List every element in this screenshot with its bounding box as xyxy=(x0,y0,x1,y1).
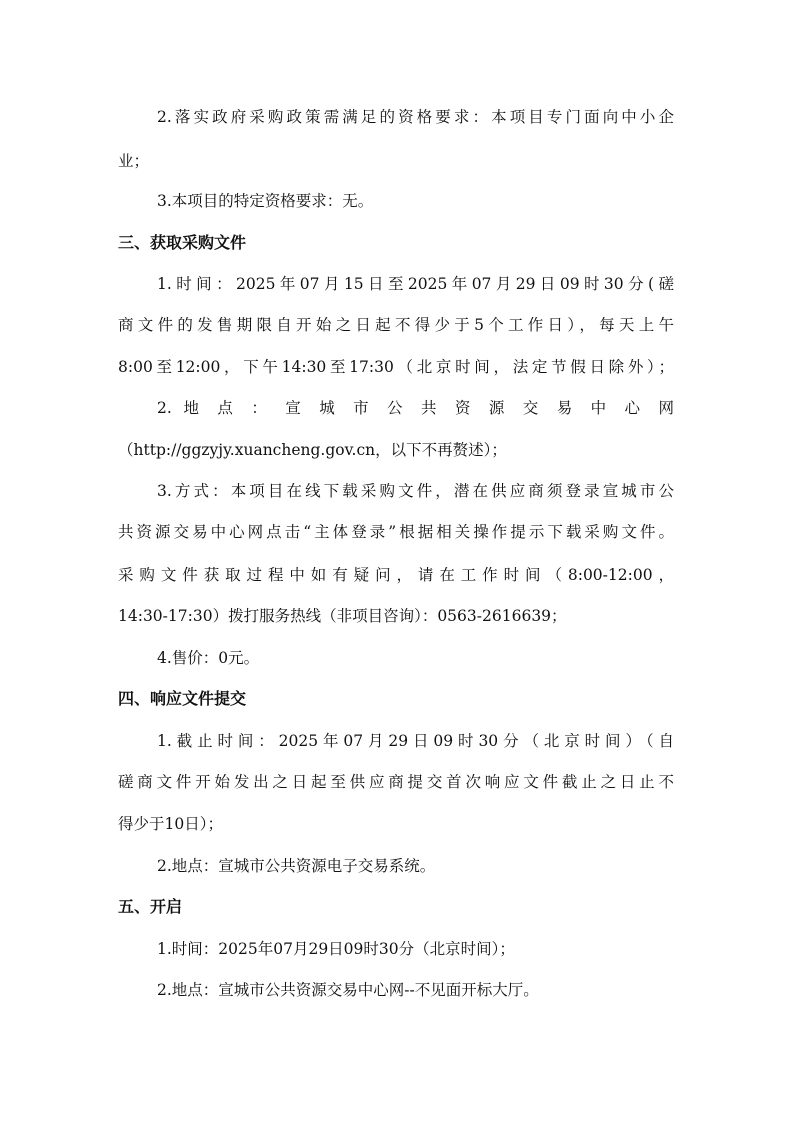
obtain-method-hotline-line: 14:30-17:30）拨打服务热线（非项目咨询）：0563-2616639； xyxy=(118,607,567,625)
opening-location-line: 2.地点：宣城市公共资源交易中心网--不见面开标大厅。 xyxy=(157,981,539,999)
deadline-line-end: 得少于10日）； xyxy=(118,815,223,833)
obtain-time-line: 商文件的发售期限自开始之日起不得少于5个工作日），每天上午 xyxy=(118,316,674,334)
obtain-time-line: 8:00至12:00，下午14:30至17:30（北京时间，法定节假日除外）； xyxy=(118,358,674,376)
deadline-line: 1.截止时间：2025年07月29日09时30分（北京时间）（自 xyxy=(157,732,674,750)
obtain-method-line: 采购文件获取过程中如有疑问，请在工作时间（8:00-12:00， xyxy=(118,566,674,584)
section-heading-obtain-docs: 三、获取采购文件 xyxy=(118,233,247,252)
deadline-line: 磋商文件开始发出之日起至供应商提交首次响应文件截止之日止不 xyxy=(118,773,674,791)
section-heading-response-submission: 四、响应文件提交 xyxy=(118,689,247,708)
price-line: 4.售价：0元。 xyxy=(157,649,260,667)
submission-location-line: 2.地点：宣城市公共资源电子交易系统。 xyxy=(157,857,436,875)
obtain-time-line: 1.时间：2025年07月15日至2025年07月29日09时30分(磋 xyxy=(157,275,674,293)
obtain-method-line: 共资源交易中心网点击“主体登录”根据相关操作提示下载采购文件。 xyxy=(118,523,674,541)
specific-qualification-line: 3.本项目的特定资格要求：无。 xyxy=(157,192,374,210)
qualification-policy-line-end: 业； xyxy=(118,152,150,170)
obtain-location-url-line: （http://ggzyjy.xuancheng.gov.cn，以下不再赘述）； xyxy=(118,441,507,459)
section-heading-opening: 五、开启 xyxy=(118,897,183,916)
opening-time-line: 1.时间：2025年07月29日09时30分（北京时间）； xyxy=(157,940,515,958)
qualification-policy-line: 2.落实政府采购政策需满足的资格要求：本项目专门面向中小企 xyxy=(157,108,674,126)
obtain-method-line: 3.方式：本项目在线下载采购文件，潜在供应商须登录宣城市公 xyxy=(157,482,674,500)
obtain-location-line: 2. 地 点 ： 宣 城 市 公 共 资 源 交 易 中 心 网 xyxy=(157,399,674,417)
